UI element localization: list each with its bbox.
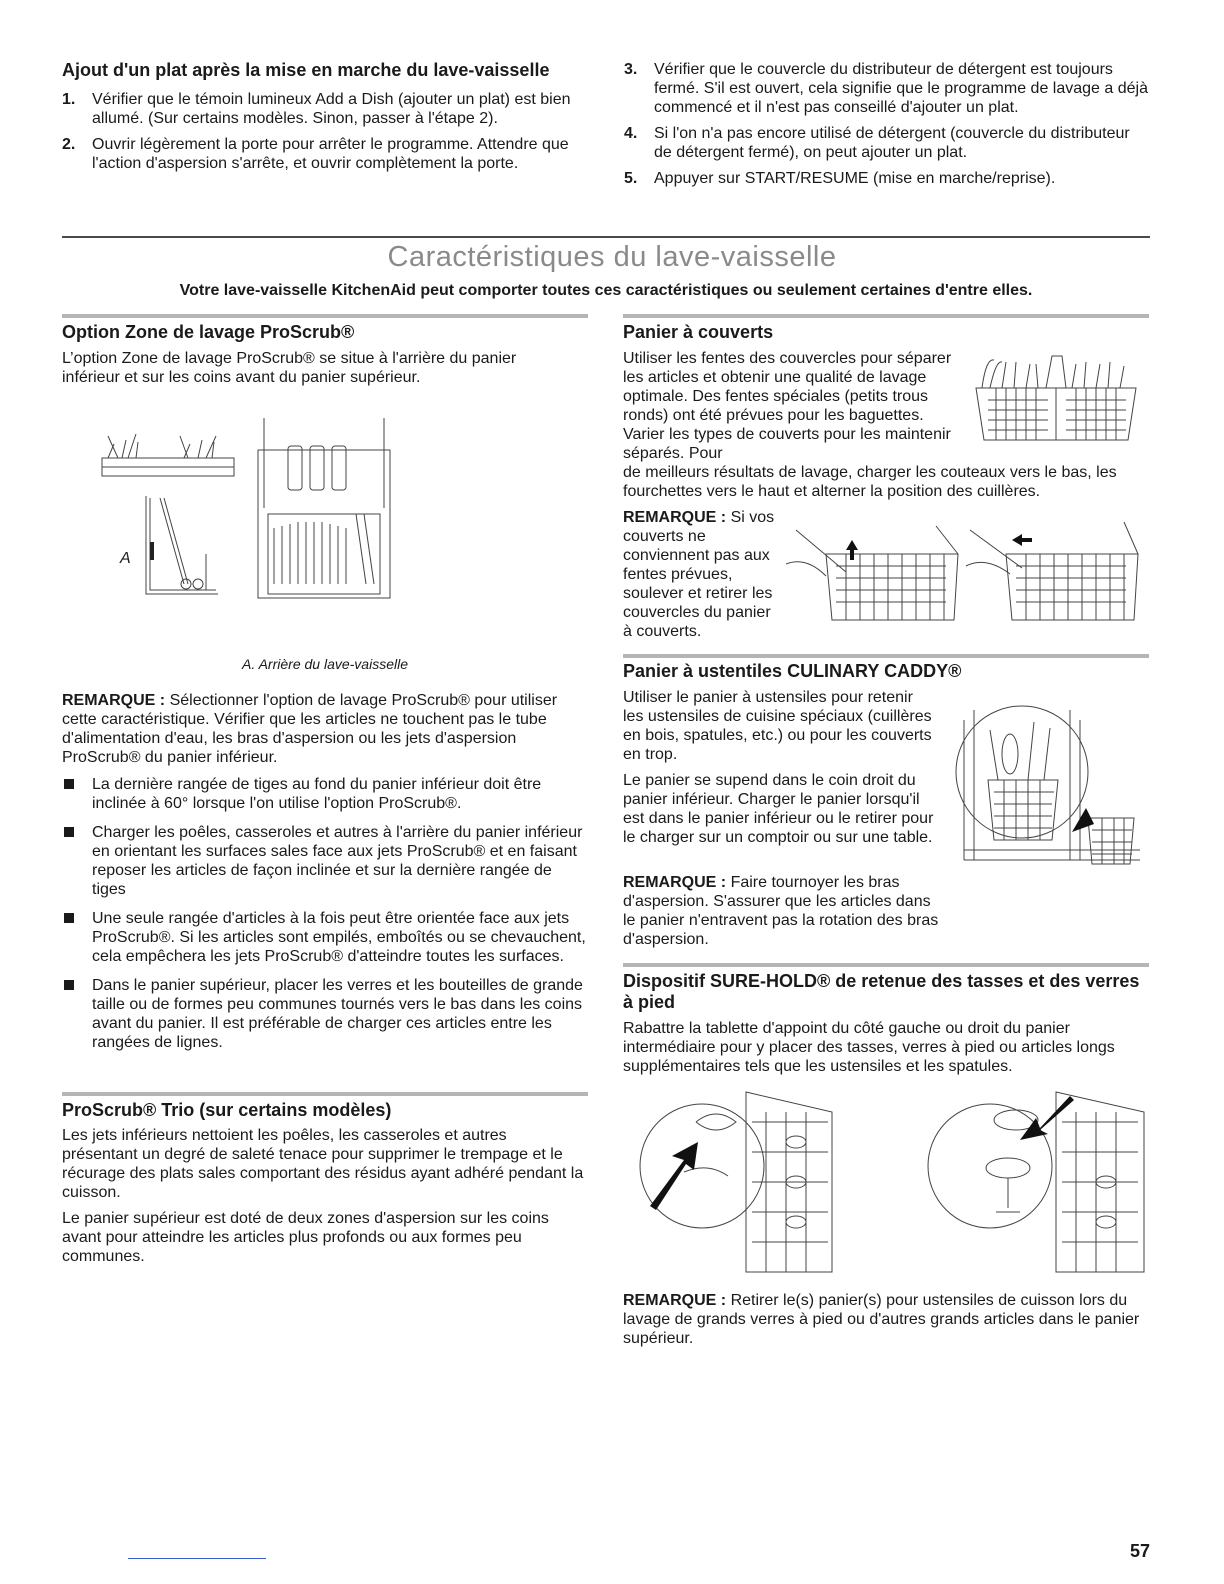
caddy-rule (623, 654, 1149, 658)
caddy-title: Panier à ustentiles CULINARY CADDY® (623, 661, 962, 681)
proscrub-intro: L’option Zone de lavage ProScrub® se situe à l'arrière du panier inférieur et sur les coins avant du panier supérieur. (62, 350, 517, 386)
cutlery-basket-figure (966, 352, 1146, 444)
features-subtitle: Votre lave-vaisselle KitchenAid peut comporter toutes ces caractéristiques ou seulement certaines d'entre elles. (179, 282, 1033, 299)
trio-title: ProScrub® Trio (sur certains modèles) (62, 1100, 392, 1120)
bullet-item: Une seule rangée d'articles à la fois peut être orientée face aux jets ProScrub®. Si les articles sont empilés, emboîtés ou se chevauchent, cela empêchera les jets ProScrub® d'atteindre toutes les surfaces. (62, 909, 588, 966)
add-dish-title: Ajout d'un plat après la mise en marche du lave-vaisselle (62, 60, 550, 80)
bullet-item: La dernière rangée de tiges au fond du panier inférieur doit être inclinée à 60° lorsque l'on utilise l'option ProScrub®. (62, 775, 588, 813)
cutlery-note: REMARQUE : Si vos couverts ne conviennent pas aux fentes prévues, soulever et retirer les couvercles du panier à couverts. (623, 509, 775, 640)
page-number: 57 (1129, 1541, 1150, 1561)
trio-p2: Le panier supérieur est doté de deux zones d'aspersion sur les coins avant pour atteindre les articles plus profonds ou aux formes peu communes. (62, 1210, 549, 1265)
surehold-p1: Rabattre la tablette d'appoint du côté gauche ou droit du panier intermédiaire pour y placer des tasses, verres à pied ou articles longs supplémentaires tels que les ustensiles et les spatules. (623, 1020, 1115, 1075)
footer-link-line (128, 1558, 266, 1559)
bullet-item: Charger les poêles, casseroles et autres à l'arrière du panier inférieur en orientant les surfaces sales face aux jets ProScrub® et en faisant reposer les articles de façon inclinée et sur la dernière rangée de tiges (62, 823, 588, 899)
cutlery-lid-figure (786, 516, 1148, 632)
fig-label-a: A (120, 550, 131, 567)
add-dish-section-cont (624, 60, 1149, 195)
features-title: Caractéristiques du lave-vaisselle (387, 241, 837, 273)
step-3: 3. Vérifier que le couvercle du distributeur de détergent est toujours fermé. S'il est ouvert, cela signifie que le programme de lavage a déjà commencé et il n'est pas conseillé d'ajouter un plat. (624, 61, 1148, 116)
section-divider (62, 236, 1150, 238)
surehold-rule (623, 963, 1149, 967)
proscrub-caption: A. Arrière du lave-vaisselle (242, 656, 408, 672)
caddy-p1: Utiliser le panier à ustensiles pour retenir les ustensiles de cuisine spéciaux (cuillères en bois, spatules, etc.) ou pour les couverts en trop. (623, 689, 932, 763)
proscrub-title: Option Zone de lavage ProScrub® (62, 322, 355, 342)
caddy-figure (954, 700, 1150, 872)
cutlery-p1: Utiliser les fentes des couvercles pour séparer les articles et obtenir une qualité de lavage optimale. Des fentes spéciales (petits trous ronds) ont été prévues pour les baguettes. Varier les types de couverts pour les maintenir séparés. Pour (623, 350, 952, 462)
proscrub-bullets (62, 775, 588, 1062)
proscrub-figure (88, 418, 418, 610)
proscrub-note: REMARQUE : Sélectionner l'option de lavage ProScrub® pour utiliser cette caractéristique. Vérifier que les articles ne touchent pas le tube d'alimentation d'eau, les bras d'aspersion ou les jets d'aspersion ProScrub® du panier inférieur. (62, 692, 558, 766)
add-dish-section (62, 60, 592, 180)
cutlery-rule (623, 314, 1149, 318)
bullet-item: Dans le panier supérieur, placer les verres et les bouteilles de grande taille ou de formes peu communes tournés vers le bas dans les coins avant du panier. Il est préférable de charger ces articles entre les rangées de lignes. (62, 976, 588, 1052)
surehold-figure (636, 1082, 1152, 1282)
cutlery-p1b: de meilleurs résultats de lavage, charger les couteaux vers le bas, les fourchettes vers le haut et alterner la position des cuillères. (623, 464, 1117, 500)
cutlery-title: Panier à couverts (623, 322, 774, 342)
step-1: 1. Vérifier que le témoin lumineux Add a Dish (ajouter un plat) est bien allumé. (Sur certains modèles. Sinon, passer à l'étape 2). (62, 91, 571, 127)
step-2: 2. Ouvrir légèrement la porte pour arrêter le programme. Attendre que l'action d'aspersion s'arrête, et ouvrir complètement la porte. (62, 136, 569, 172)
surehold-title: Dispositif SURE-HOLD® de retenue des tasses et des verres à pied (623, 971, 1140, 1012)
trio-p1: Les jets inférieurs nettoient les poêles, les casseroles et autres présentant un degré de saleté tenace pour supprimer le trempage et le récurage des plats sales comportant des résidus ayant adhéré pendant la cuisson. (62, 1127, 584, 1201)
trio-rule (62, 1092, 588, 1096)
step-4: 4. Si l'on n'a pas encore utilisé de détergent (couvercle du distributeur de détergent fermé), on peut ajouter un plat. (624, 125, 1130, 161)
caddy-p2: Le panier se supend dans le coin droit du panier inférieur. Charger le panier lorsqu'il est dans le panier inférieur ou le retirer pour le charger sur un comptoir ou sur une table. (623, 772, 934, 846)
surehold-note: REMARQUE : Retirer le(s) panier(s) pour ustensiles de cuisson lors du lavage de grands verres à pied ou d'autres grands articles dans le panier supérieur. (623, 1292, 1140, 1347)
caddy-note: REMARQUE : Faire tournoyer les bras d'aspersion. S'assurer que les articles dans le panier n'entravent pas la rotation des bras d'aspersion. (623, 874, 939, 948)
proscrub-rule (62, 314, 588, 318)
step-5: 5. Appuyer sur START/RESUME (mise en marche/reprise). (624, 170, 1056, 187)
